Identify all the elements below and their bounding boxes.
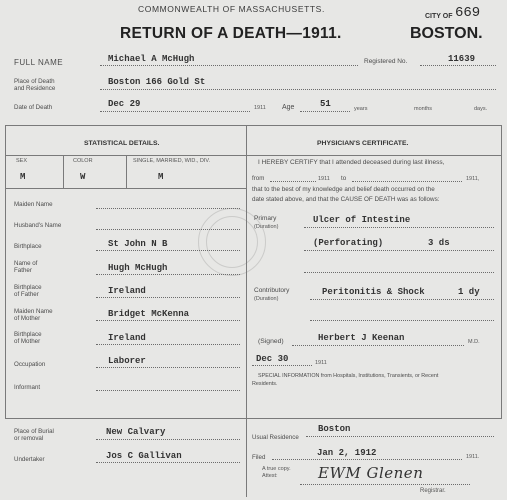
- filed-year: 1911.: [466, 454, 480, 460]
- contributory-duration-label: (Duration): [254, 296, 279, 302]
- informant-rule: [96, 390, 240, 391]
- contributory-label: Contributory: [254, 287, 290, 294]
- primary-label: Primary: [254, 215, 277, 222]
- sex-col-divider: [63, 155, 64, 188]
- months-label: months: [414, 106, 433, 112]
- certify-line: I HEREBY CERTIFY that I attended deceased during last illness,: [258, 159, 445, 166]
- mother-birthplace-label-2: of Mother: [14, 338, 41, 345]
- registered-number: 11639: [448, 54, 476, 64]
- primary-rule-2: [304, 250, 494, 251]
- burial-place-value: New Calvary: [106, 427, 166, 437]
- md-label: M.D.: [468, 339, 480, 345]
- registered-label: Registered No.: [364, 58, 408, 65]
- stat-row-rule: [5, 188, 246, 189]
- undertaker-value: Jos C Gallivan: [106, 451, 182, 461]
- filed-date: Jan 2, 1912: [317, 448, 377, 458]
- father-name-label-1: Name of: [14, 260, 38, 267]
- main-box-left: [5, 125, 6, 418]
- main-box-right: [501, 125, 502, 418]
- from-label: from: [252, 175, 265, 182]
- date-year-printed: 1911: [254, 105, 266, 111]
- place-label-2: and Residence: [14, 85, 56, 92]
- cause-primary-qualifier: (Perforating): [313, 238, 384, 248]
- center-divider: [246, 125, 247, 497]
- contributory-rule-2: [310, 320, 494, 321]
- duration-contributory: 1 dy: [458, 287, 480, 297]
- undertaker-label: Undertaker: [14, 456, 45, 463]
- years-label: years: [354, 106, 368, 112]
- date-of-death-value: Dec 29: [108, 99, 141, 109]
- color-value: W: [80, 172, 86, 182]
- date-rule: [100, 111, 250, 112]
- father-birthplace-label-1: Birthplace: [14, 284, 42, 291]
- cause-contributory: Peritonitis & Shock: [322, 287, 425, 297]
- burial-rule: [96, 439, 240, 440]
- from-rule: [270, 181, 316, 182]
- special-info-1: SPECIAL INFORMATION from Hospitals, Institutions, Transients, or Recent: [258, 373, 439, 379]
- days-label: days.: [474, 106, 488, 112]
- to-label: to: [341, 175, 347, 182]
- father-name-label-2: Father: [14, 267, 32, 274]
- sex-value: M: [20, 172, 26, 182]
- physician-signature: Herbert J Keenan: [318, 333, 405, 343]
- mother-name-label-1: Maiden Name: [14, 308, 53, 315]
- mother-name-value: Bridget McKenna: [108, 309, 190, 319]
- sign-year: 1911: [315, 360, 327, 366]
- father-birthplace-rule: [96, 297, 240, 298]
- full-name-label: FULL NAME: [14, 58, 64, 67]
- residence-rule: [306, 436, 494, 437]
- burial-label-1: Place of Burial: [14, 428, 54, 435]
- year-b: 1911,: [466, 176, 480, 182]
- city-label: CITY OF: [425, 13, 453, 20]
- cause-primary: Ulcer of Intestine: [313, 215, 411, 225]
- registrar-label: Registrar.: [420, 488, 446, 494]
- burial-label-2: or removal: [14, 435, 44, 442]
- filed-label: Filed: [252, 454, 266, 461]
- primary-rule-3: [304, 272, 494, 273]
- signed-label: (Signed): [258, 338, 284, 345]
- certify-line-3: date stated above, and that the CAUSE OF DEATH was as follows:: [252, 196, 440, 203]
- date-of-death-label: Date of Death: [14, 104, 53, 111]
- main-box-top: [5, 125, 502, 126]
- registered-rule: [420, 65, 496, 66]
- maiden-name-label: Maiden Name: [14, 201, 53, 208]
- age-value: 51: [320, 99, 331, 109]
- birthplace-rule: [96, 250, 240, 251]
- special-info-2: Residents.: [252, 381, 278, 387]
- age-label: Age: [282, 104, 295, 111]
- certify-line-2: that to the best of my knowledge and belief death occurred on the: [252, 186, 435, 193]
- statistical-heading: STATISTICAL DETAILS.: [84, 140, 160, 147]
- full-name-value: Michael A McHugh: [108, 54, 195, 64]
- physician-heading: PHYSICIAN'S CERTIFICATE.: [317, 140, 409, 147]
- father-birthplace-value: Ireland: [108, 286, 146, 296]
- father-name-value: Hugh McHugh: [108, 263, 168, 273]
- color-label: COLOR: [73, 158, 93, 164]
- registrar-signature: EWM Glenen: [318, 464, 424, 482]
- primary-duration-label: (Duration): [254, 224, 279, 230]
- true-copy-2: Attest:: [262, 473, 278, 479]
- duration-primary: 3 ds: [428, 238, 450, 248]
- sign-date: Dec 30: [256, 354, 289, 364]
- true-copy-1: A true copy.: [262, 466, 291, 472]
- informant-label: Informant: [14, 384, 41, 391]
- mother-name-label-2: of Mother: [14, 315, 41, 322]
- document-title: RETURN OF A DEATH—1911.: [120, 25, 342, 42]
- husband-label: Husband's Name: [14, 222, 62, 229]
- occupation-rule: [96, 367, 240, 368]
- marital-label: SINGLE, MARRIED, WID., DIV.: [133, 158, 211, 164]
- maiden-name-rule: [96, 208, 240, 209]
- year-a: 1911: [318, 176, 330, 182]
- place-value: Boston 166 Gold St: [108, 77, 206, 87]
- page-number: 669: [455, 5, 481, 21]
- father-name-rule: [96, 274, 240, 275]
- signed-rule: [292, 345, 464, 346]
- sign-date-rule: [252, 365, 312, 366]
- full-name-rule: [100, 65, 358, 66]
- commonwealth-heading: COMMONWEALTH OF MASSACHUSETTS.: [138, 4, 325, 14]
- color-col-divider: [126, 155, 127, 188]
- residence-value: Boston: [318, 424, 351, 434]
- to-rule: [352, 181, 462, 182]
- age-rule: [300, 111, 350, 112]
- mother-birthplace-rule: [96, 344, 240, 345]
- mother-name-rule: [96, 320, 240, 321]
- registrar-rule: [300, 484, 470, 485]
- mother-birthplace-value: Ireland: [108, 333, 146, 343]
- occupation-label: Occupation: [14, 361, 46, 368]
- undertaker-rule: [96, 462, 240, 463]
- main-box-bottom: [5, 418, 502, 419]
- birthplace-label: Birthplace: [14, 243, 42, 250]
- contributory-rule: [310, 299, 494, 300]
- occupation-value: Laborer: [108, 356, 146, 366]
- mother-birthplace-label-1: Birthplace: [14, 331, 42, 338]
- primary-rule: [304, 227, 494, 228]
- husband-rule: [96, 229, 240, 230]
- father-birthplace-label-2: of Father: [14, 291, 39, 298]
- birthplace-value: St John N B: [108, 239, 168, 249]
- physician-heading-rule: [246, 155, 501, 156]
- seal-inner-ring: [206, 216, 258, 268]
- residence-label: Usual Residence: [252, 434, 299, 441]
- sex-label: SEX: [16, 158, 28, 164]
- filed-rule: [272, 459, 462, 460]
- place-label-1: Place of Death: [14, 78, 55, 85]
- place-rule: [100, 89, 496, 90]
- city-name: BOSTON.: [410, 25, 483, 42]
- marital-value: M: [158, 172, 164, 182]
